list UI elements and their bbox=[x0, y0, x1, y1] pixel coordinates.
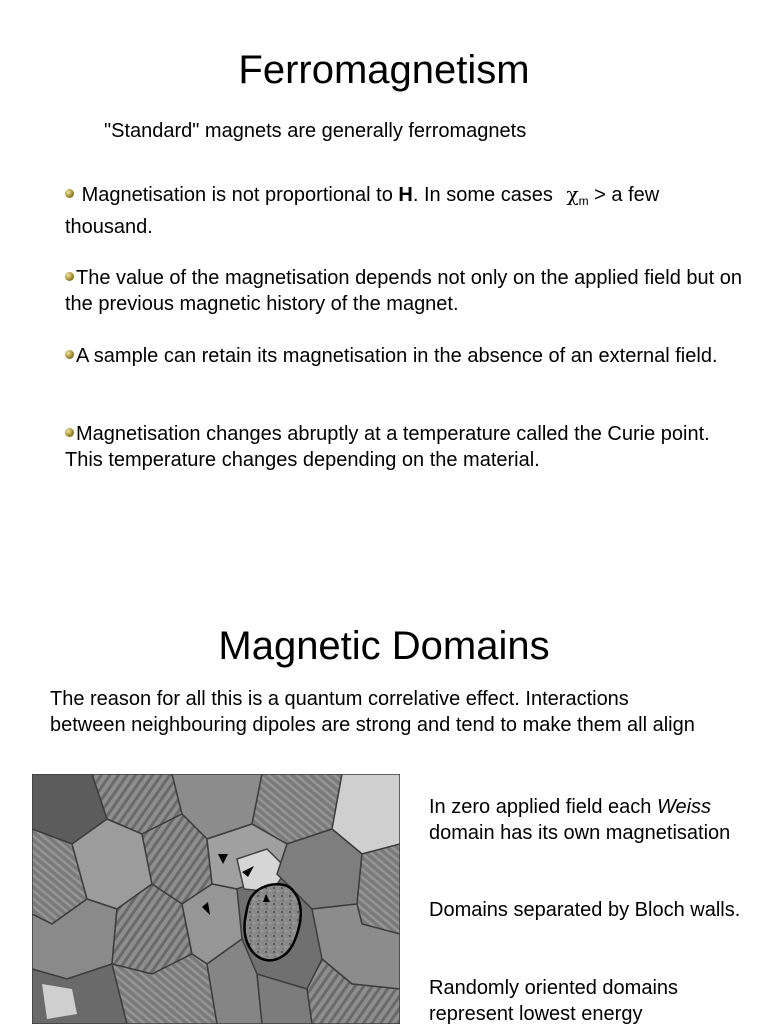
chi-subscript: m bbox=[578, 194, 589, 208]
side1-after: domain has its own magnetisation bbox=[429, 822, 731, 844]
bullet4-text: Magnetisation changes abruptly at a temperature called the Curie point. This temperature changes depending on the material. bbox=[65, 423, 710, 471]
bullet-item-retain bbox=[65, 343, 745, 369]
bullet-item-curie bbox=[65, 421, 745, 473]
bullet-item-history bbox=[65, 265, 745, 317]
bullet2-text: The value of the magnetisation depends not only on the applied field but on the previous magnetic history of the magnet. bbox=[65, 267, 743, 315]
olive-sphere-bullet-icon bbox=[65, 189, 74, 198]
slide-title-magnetic-domains: Magnetic Domains bbox=[218, 624, 550, 668]
bullet3-text: A sample can retain its magnetisation in the absence of an external field. bbox=[76, 345, 718, 367]
slide-title-ferromagnetism: Ferromagnetism bbox=[238, 48, 530, 92]
slide2-intro-text: The reason for all this is a quantum correlative effect. Interactions between neighbouring dipoles are strong and tend to make them all align bbox=[50, 688, 695, 736]
side-text-bloch-walls: Domains separated by Bloch walls. bbox=[429, 899, 741, 921]
side1-italic-weiss: Weiss bbox=[656, 796, 712, 818]
bullet1-text-before: Magnetisation is not proportional to bbox=[81, 184, 399, 206]
olive-sphere-bullet-icon bbox=[65, 428, 74, 437]
side-text-random-domains: Randomly oriented domains represent lowest energy bbox=[429, 977, 679, 1025]
olive-sphere-bullet-icon bbox=[65, 272, 74, 281]
side-text-weiss-domain bbox=[429, 794, 759, 846]
bullet-item-proportional bbox=[65, 181, 745, 240]
domain-micrograph-svg bbox=[32, 774, 400, 1024]
bullet1-text-after: . In some cases bbox=[412, 184, 559, 206]
slide-subtitle: "Standard" magnets are generally ferromagnets bbox=[104, 120, 527, 142]
olive-sphere-bullet-icon bbox=[65, 350, 74, 359]
bullet1-text-end: > a few thousand. bbox=[65, 184, 660, 238]
side1-before: In zero applied field each bbox=[429, 796, 657, 818]
domain-micrograph-image bbox=[32, 774, 400, 1024]
bullet1-bold-h: H bbox=[398, 184, 413, 206]
chi-symbol: χ bbox=[566, 182, 579, 206]
